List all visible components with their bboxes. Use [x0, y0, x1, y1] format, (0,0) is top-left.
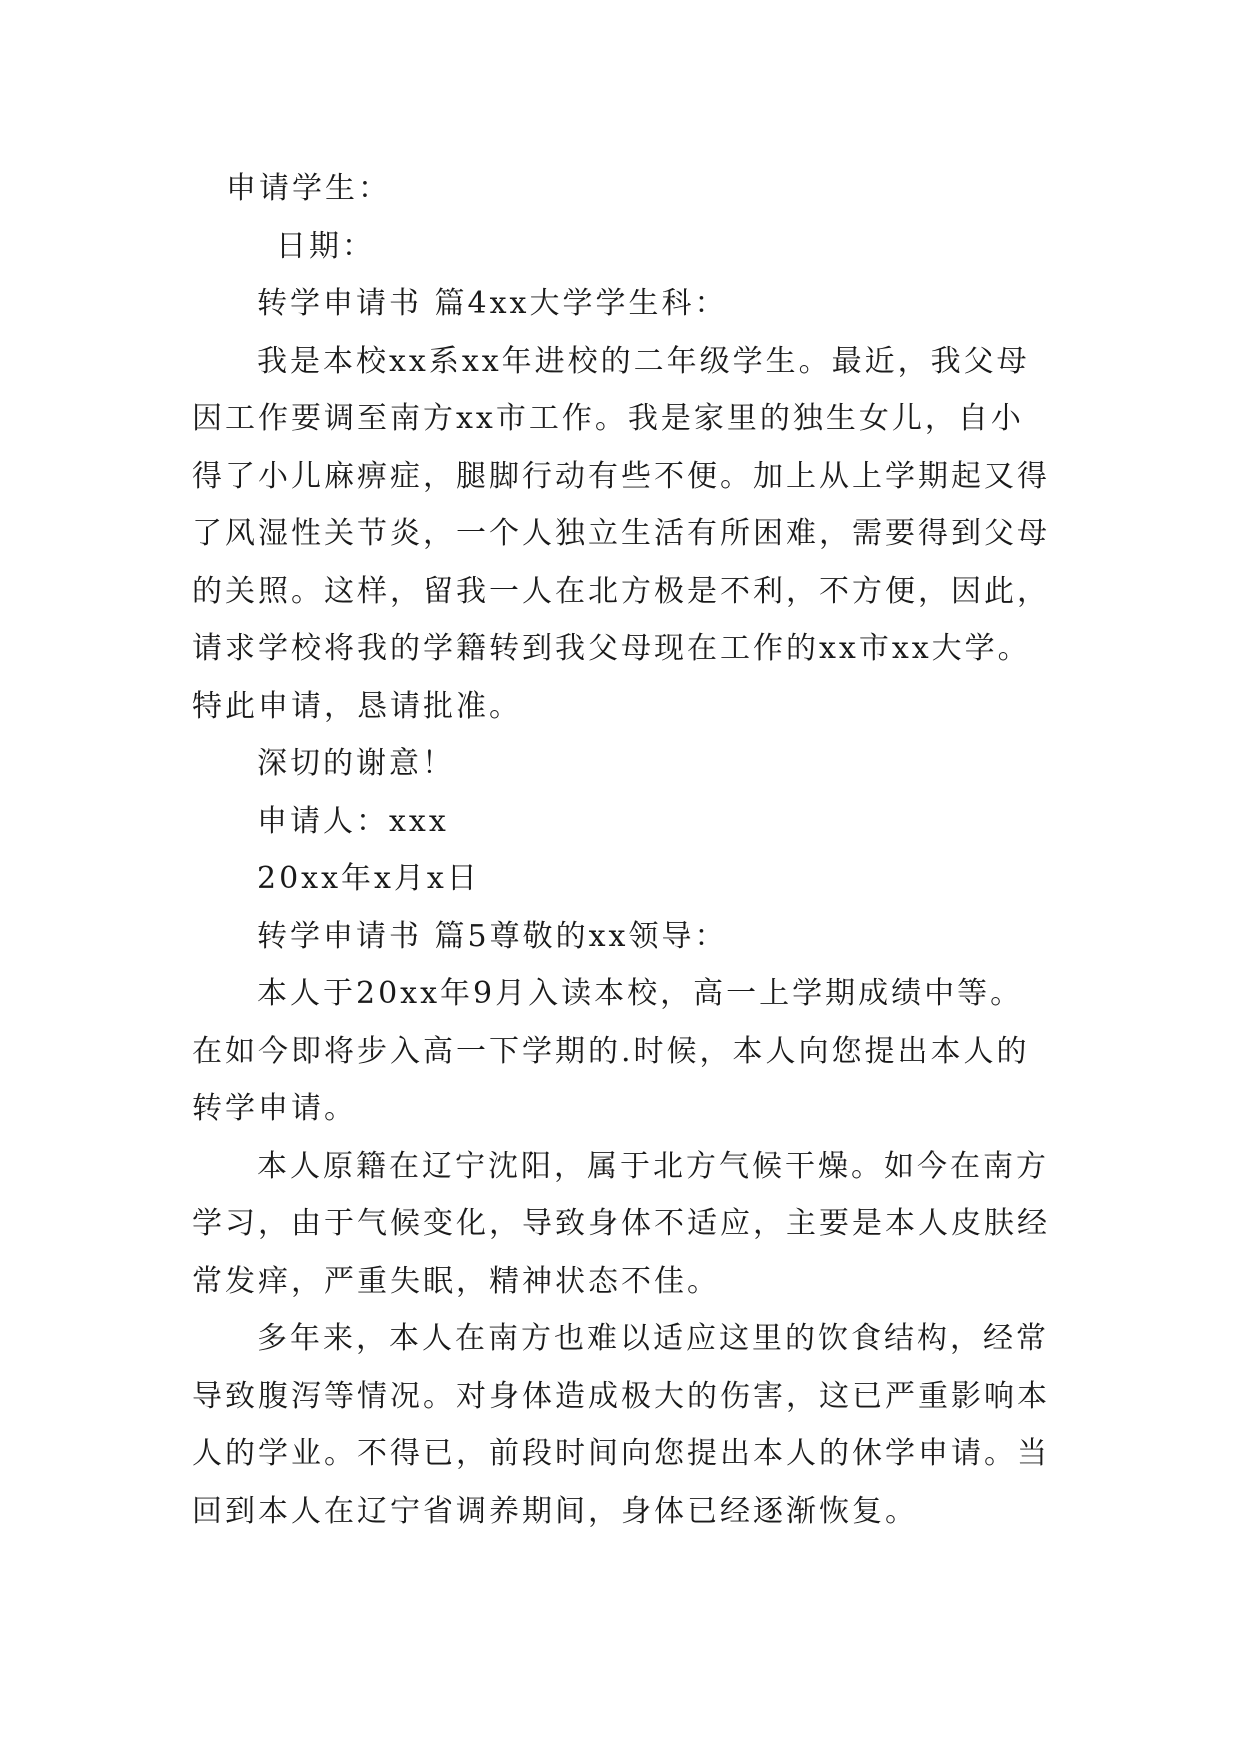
paragraph-line: 回到本人在辽宁省调养期间，身体已经逐渐恢复。 — [192, 1493, 918, 1529]
paragraph-line: 导致腹泻等情况。对身体造成极大的伤害，这已严重影响本 — [192, 1378, 1050, 1414]
paragraph-line: 的关照。这样，留我一人在北方极是不利，不方便，因此， — [192, 573, 1050, 609]
paragraph-line: 学习，由于气候变化，导致身体不适应，主要是本人皮肤经 — [192, 1206, 1050, 1241]
paragraph-line: 因工作要调至南方xx市工作。我是家里的独生女儿，自小 — [192, 401, 1024, 436]
date-line: 日期： — [276, 228, 375, 264]
thanks-line: 深切的谢意！ — [257, 746, 455, 781]
paragraph-line: 我是本校xx系xx年进校的二年级学生。最近，我父母 — [257, 343, 1030, 379]
paragraph-line: 转学申请。 — [192, 1091, 357, 1126]
section-heading-5: 转学申请书 篇5尊敬的xx领导： — [257, 918, 728, 954]
applicant-signature: 申请人：xxx — [257, 803, 449, 839]
paragraph-line: 特此申请，恳请批准。 — [192, 688, 522, 724]
paragraph-line: 在如今即将步入高一下学期的.时候，本人向您提出本人的 — [192, 1033, 1030, 1069]
section-heading-4: 转学申请书 篇4xx大学学生科： — [257, 286, 728, 321]
body-text — [192, 160, 1062, 1540]
paragraph-line: 本人原籍在辽宁沈阳，属于北方气候干燥。如今在南方 — [257, 1148, 1049, 1184]
paragraph-line: 常发痒，严重失眠，精神状态不佳。 — [192, 1263, 720, 1299]
signature-date: 20xx年x月x日 — [257, 861, 480, 896]
paragraph-line: 本人于20xx年9月入读本校，高一上学期成绩中等。 — [257, 976, 1024, 1011]
applicant-student-line: 申请学生： — [226, 171, 391, 206]
paragraph-line: 多年来，本人在南方也难以适应这里的饮食结构，经常 — [257, 1321, 1049, 1356]
paragraph-line: 了风湿性关节炎，一个人独立生活有所困难，需要得到父母 — [192, 516, 1050, 551]
paragraph-line: 人的学业。不得已，前段时间向您提出本人的休学申请。当 — [192, 1436, 1050, 1471]
paragraph-line: 请求学校将我的学籍转到我父母现在工作的xx市xx大学。 — [192, 631, 1031, 666]
paragraph-line: 得了小儿麻痹症，腿脚行动有些不便。加上从上学期起又得 — [192, 458, 1050, 494]
